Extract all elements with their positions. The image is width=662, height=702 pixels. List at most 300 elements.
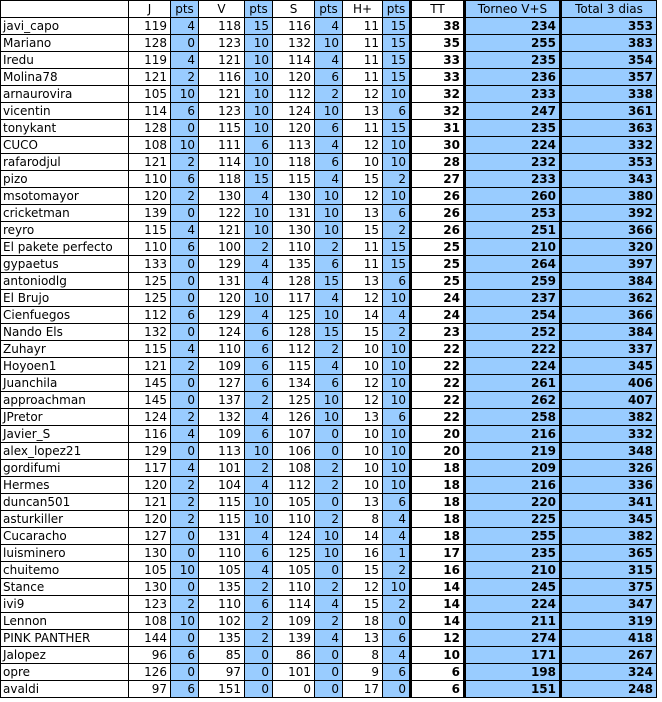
cell-j: 121 xyxy=(129,154,171,171)
cell-v: 151 xyxy=(199,681,245,698)
cell-h: 8 xyxy=(343,511,383,528)
table-row xyxy=(1,120,657,137)
table-row xyxy=(1,69,657,86)
cell-pts-h: 2 xyxy=(383,596,411,613)
cell-pts-v: 4 xyxy=(245,273,273,290)
cell-pts-v: 10 xyxy=(245,86,273,103)
cell-total: 336 xyxy=(561,477,657,494)
cell-pts-v: 10 xyxy=(245,35,273,52)
cell-h: 15 xyxy=(343,596,383,613)
cell-pts-h: 15 xyxy=(383,120,411,137)
header-name xyxy=(1,1,129,18)
cell-total: 353 xyxy=(561,18,657,35)
cell-pts-s: 10 xyxy=(315,307,343,324)
table-row xyxy=(1,545,657,562)
cell-pts-h: 10 xyxy=(383,460,411,477)
cell-pts-v: 10 xyxy=(245,222,273,239)
cell-torneo: 233 xyxy=(465,171,561,188)
cell-pts-s: 10 xyxy=(315,409,343,426)
cell-pts-s: 10 xyxy=(315,545,343,562)
cell-v: 104 xyxy=(199,477,245,494)
cell-pts-h: 1 xyxy=(383,545,411,562)
cell-torneo: 264 xyxy=(465,256,561,273)
cell-pts-h: 15 xyxy=(383,52,411,69)
cell-h: 9 xyxy=(343,664,383,681)
cell-pts-j: 2 xyxy=(171,154,199,171)
table-row xyxy=(1,205,657,222)
table-row xyxy=(1,154,657,171)
cell-pts-h: 15 xyxy=(383,18,411,35)
cell-pts-s: 0 xyxy=(315,681,343,698)
cell-pts-s: 10 xyxy=(315,103,343,120)
cell-s: 106 xyxy=(273,443,315,460)
cell-tt: 22 xyxy=(411,375,465,392)
cell-v: 131 xyxy=(199,528,245,545)
cell-torneo: 262 xyxy=(465,392,561,409)
cell-pts-s: 2 xyxy=(315,341,343,358)
cell-h: 16 xyxy=(343,545,383,562)
cell-name: ivi9 xyxy=(1,596,129,613)
cell-torneo: 216 xyxy=(465,477,561,494)
table-row xyxy=(1,222,657,239)
cell-tt: 26 xyxy=(411,222,465,239)
cell-torneo: 237 xyxy=(465,290,561,307)
cell-total: 407 xyxy=(561,392,657,409)
table-row xyxy=(1,103,657,120)
cell-name: gypaetus xyxy=(1,256,129,273)
cell-j: 133 xyxy=(129,256,171,273)
cell-total: 392 xyxy=(561,205,657,222)
cell-v: 127 xyxy=(199,375,245,392)
header-j: J xyxy=(129,1,171,18)
cell-torneo: 258 xyxy=(465,409,561,426)
cell-s: 118 xyxy=(273,154,315,171)
cell-total: 345 xyxy=(561,511,657,528)
cell-pts-v: 10 xyxy=(245,443,273,460)
header-pts-s: pts xyxy=(315,1,343,18)
cell-pts-h: 10 xyxy=(383,188,411,205)
table-row xyxy=(1,494,657,511)
cell-torneo: 260 xyxy=(465,188,561,205)
cell-v: 121 xyxy=(199,222,245,239)
cell-j: 130 xyxy=(129,545,171,562)
cell-j: 144 xyxy=(129,630,171,647)
cell-tt: 16 xyxy=(411,562,465,579)
cell-s: 131 xyxy=(273,205,315,222)
cell-pts-h: 0 xyxy=(383,681,411,698)
cell-pts-v: 6 xyxy=(245,545,273,562)
cell-torneo: 274 xyxy=(465,630,561,647)
cell-pts-s: 10 xyxy=(315,35,343,52)
cell-h: 11 xyxy=(343,256,383,273)
cell-total: 315 xyxy=(561,562,657,579)
header-pts-v: pts xyxy=(245,1,273,18)
cell-v: 97 xyxy=(199,664,245,681)
cell-pts-h: 10 xyxy=(383,443,411,460)
cell-tt: 25 xyxy=(411,273,465,290)
cell-s: 135 xyxy=(273,256,315,273)
cell-j: 123 xyxy=(129,596,171,613)
cell-s: 125 xyxy=(273,392,315,409)
cell-v: 135 xyxy=(199,630,245,647)
cell-pts-h: 15 xyxy=(383,69,411,86)
cell-h: 10 xyxy=(343,460,383,477)
cell-s: 108 xyxy=(273,460,315,477)
cell-pts-j: 10 xyxy=(171,86,199,103)
cell-pts-j: 2 xyxy=(171,477,199,494)
cell-pts-s: 10 xyxy=(315,392,343,409)
cell-j: 120 xyxy=(129,511,171,528)
cell-pts-s: 15 xyxy=(315,273,343,290)
header-v: V xyxy=(199,1,245,18)
cell-v: 116 xyxy=(199,69,245,86)
cell-pts-s: 6 xyxy=(315,154,343,171)
cell-pts-h: 10 xyxy=(383,375,411,392)
cell-v: 85 xyxy=(199,647,245,664)
cell-pts-v: 15 xyxy=(245,171,273,188)
cell-tt: 27 xyxy=(411,171,465,188)
cell-total: 338 xyxy=(561,86,657,103)
cell-j: 125 xyxy=(129,290,171,307)
cell-pts-s: 6 xyxy=(315,375,343,392)
cell-name: chuitemo xyxy=(1,562,129,579)
cell-pts-v: 2 xyxy=(245,579,273,596)
cell-pts-s: 4 xyxy=(315,290,343,307)
cell-pts-s: 2 xyxy=(315,477,343,494)
cell-torneo: 252 xyxy=(465,324,561,341)
cell-pts-v: 0 xyxy=(245,681,273,698)
cell-j: 121 xyxy=(129,494,171,511)
cell-pts-h: 10 xyxy=(383,154,411,171)
cell-pts-v: 2 xyxy=(245,613,273,630)
cell-pts-v: 0 xyxy=(245,664,273,681)
cell-tt: 14 xyxy=(411,579,465,596)
cell-pts-h: 2 xyxy=(383,171,411,188)
cell-pts-v: 10 xyxy=(245,52,273,69)
cell-j: 139 xyxy=(129,205,171,222)
cell-s: 112 xyxy=(273,477,315,494)
cell-name: Mariano xyxy=(1,35,129,52)
cell-pts-h: 6 xyxy=(383,630,411,647)
cell-h: 10 xyxy=(343,358,383,375)
cell-h: 11 xyxy=(343,120,383,137)
cell-torneo: 232 xyxy=(465,154,561,171)
cell-total: 248 xyxy=(561,681,657,698)
cell-pts-h: 10 xyxy=(383,86,411,103)
cell-v: 122 xyxy=(199,205,245,222)
table-row xyxy=(1,443,657,460)
header-row xyxy=(1,1,657,18)
cell-h: 12 xyxy=(343,579,383,596)
cell-v: 121 xyxy=(199,86,245,103)
cell-pts-s: 10 xyxy=(315,188,343,205)
cell-v: 120 xyxy=(199,290,245,307)
cell-v: 115 xyxy=(199,120,245,137)
cell-h: 11 xyxy=(343,35,383,52)
cell-pts-v: 10 xyxy=(245,511,273,528)
table-row xyxy=(1,290,657,307)
cell-pts-v: 2 xyxy=(245,460,273,477)
cell-s: 110 xyxy=(273,239,315,256)
cell-pts-h: 10 xyxy=(383,477,411,494)
cell-v: 105 xyxy=(199,562,245,579)
cell-s: 120 xyxy=(273,69,315,86)
cell-total: 361 xyxy=(561,103,657,120)
cell-total: 332 xyxy=(561,426,657,443)
cell-j: 112 xyxy=(129,307,171,324)
table-row xyxy=(1,596,657,613)
cell-j: 117 xyxy=(129,460,171,477)
cell-name: arnaurovira xyxy=(1,86,129,103)
cell-pts-h: 2 xyxy=(383,562,411,579)
cell-tt: 20 xyxy=(411,426,465,443)
cell-pts-j: 0 xyxy=(171,375,199,392)
cell-torneo: 224 xyxy=(465,596,561,613)
cell-pts-v: 4 xyxy=(245,188,273,205)
cell-h: 15 xyxy=(343,222,383,239)
header-h: H+ xyxy=(343,1,383,18)
cell-pts-j: 6 xyxy=(171,103,199,120)
cell-h: 12 xyxy=(343,137,383,154)
cell-pts-v: 2 xyxy=(245,239,273,256)
cell-total: 397 xyxy=(561,256,657,273)
cell-torneo: 211 xyxy=(465,613,561,630)
cell-v: 100 xyxy=(199,239,245,256)
cell-pts-v: 4 xyxy=(245,477,273,494)
cell-tt: 26 xyxy=(411,205,465,222)
table-row xyxy=(1,426,657,443)
cell-torneo: 235 xyxy=(465,52,561,69)
cell-j: 115 xyxy=(129,222,171,239)
cell-name: msotomayor xyxy=(1,188,129,205)
cell-tt: 25 xyxy=(411,256,465,273)
cell-j: 145 xyxy=(129,392,171,409)
cell-pts-s: 0 xyxy=(315,664,343,681)
cell-total: 345 xyxy=(561,358,657,375)
cell-name: javi_capo xyxy=(1,18,129,35)
cell-h: 10 xyxy=(343,477,383,494)
cell-s: 124 xyxy=(273,103,315,120)
cell-tt: 12 xyxy=(411,630,465,647)
cell-total: 418 xyxy=(561,630,657,647)
cell-v: 109 xyxy=(199,358,245,375)
cell-pts-s: 4 xyxy=(315,171,343,188)
cell-j: 130 xyxy=(129,579,171,596)
cell-pts-j: 0 xyxy=(171,528,199,545)
cell-pts-v: 6 xyxy=(245,426,273,443)
cell-pts-s: 15 xyxy=(315,324,343,341)
cell-total: 366 xyxy=(561,307,657,324)
cell-torneo: 171 xyxy=(465,647,561,664)
cell-total: 347 xyxy=(561,596,657,613)
cell-pts-v: 6 xyxy=(245,137,273,154)
table-row xyxy=(1,681,657,698)
cell-j: 116 xyxy=(129,426,171,443)
cell-h: 13 xyxy=(343,630,383,647)
cell-torneo: 233 xyxy=(465,86,561,103)
cell-pts-j: 2 xyxy=(171,188,199,205)
cell-pts-j: 10 xyxy=(171,137,199,154)
cell-pts-v: 10 xyxy=(245,69,273,86)
cell-h: 13 xyxy=(343,273,383,290)
cell-j: 114 xyxy=(129,103,171,120)
cell-name: Molina78 xyxy=(1,69,129,86)
cell-total: 362 xyxy=(561,290,657,307)
table-row xyxy=(1,273,657,290)
cell-s: 128 xyxy=(273,324,315,341)
cell-v: 123 xyxy=(199,35,245,52)
cell-tt: 28 xyxy=(411,154,465,171)
cell-h: 10 xyxy=(343,443,383,460)
cell-pts-h: 6 xyxy=(383,205,411,222)
cell-j: 128 xyxy=(129,120,171,137)
table-row xyxy=(1,460,657,477)
cell-total: 337 xyxy=(561,341,657,358)
cell-pts-v: 10 xyxy=(245,494,273,511)
cell-pts-h: 10 xyxy=(383,137,411,154)
cell-j: 108 xyxy=(129,613,171,630)
cell-pts-s: 4 xyxy=(315,358,343,375)
cell-total: 341 xyxy=(561,494,657,511)
cell-total: 366 xyxy=(561,222,657,239)
cell-name: gordifumi xyxy=(1,460,129,477)
cell-tt: 26 xyxy=(411,188,465,205)
cell-pts-h: 15 xyxy=(383,256,411,273)
cell-j: 110 xyxy=(129,239,171,256)
cell-s: 115 xyxy=(273,358,315,375)
cell-total: 319 xyxy=(561,613,657,630)
cell-torneo: 220 xyxy=(465,494,561,511)
cell-j: 124 xyxy=(129,409,171,426)
table-row xyxy=(1,392,657,409)
cell-pts-s: 4 xyxy=(315,137,343,154)
table-row xyxy=(1,341,657,358)
cell-pts-s: 6 xyxy=(315,120,343,137)
cell-pts-v: 10 xyxy=(245,120,273,137)
cell-torneo: 224 xyxy=(465,358,561,375)
cell-s: 124 xyxy=(273,528,315,545)
cell-name: El pakete perfecto xyxy=(1,239,129,256)
cell-s: 134 xyxy=(273,375,315,392)
table-row xyxy=(1,613,657,630)
cell-name: PINK PANTHER xyxy=(1,630,129,647)
cell-j: 129 xyxy=(129,443,171,460)
cell-total: 384 xyxy=(561,324,657,341)
cell-torneo: 222 xyxy=(465,341,561,358)
cell-tt: 18 xyxy=(411,460,465,477)
cell-pts-h: 6 xyxy=(383,664,411,681)
cell-name: approachman xyxy=(1,392,129,409)
cell-pts-v: 4 xyxy=(245,307,273,324)
table-row xyxy=(1,562,657,579)
cell-name: Nando Els xyxy=(1,324,129,341)
cell-pts-h: 2 xyxy=(383,222,411,239)
cell-tt: 32 xyxy=(411,86,465,103)
cell-pts-v: 6 xyxy=(245,341,273,358)
table-row xyxy=(1,307,657,324)
cell-j: 121 xyxy=(129,69,171,86)
table-row xyxy=(1,324,657,341)
cell-j: 119 xyxy=(129,52,171,69)
cell-name: antoniodlg xyxy=(1,273,129,290)
cell-pts-v: 6 xyxy=(245,324,273,341)
cell-j: 119 xyxy=(129,18,171,35)
cell-h: 17 xyxy=(343,681,383,698)
cell-pts-v: 15 xyxy=(245,18,273,35)
cell-s: 125 xyxy=(273,307,315,324)
cell-name: Iredu xyxy=(1,52,129,69)
cell-h: 14 xyxy=(343,307,383,324)
cell-v: 110 xyxy=(199,545,245,562)
cell-pts-v: 6 xyxy=(245,358,273,375)
cell-pts-h: 15 xyxy=(383,239,411,256)
cell-pts-j: 6 xyxy=(171,239,199,256)
cell-h: 15 xyxy=(343,171,383,188)
cell-pts-j: 0 xyxy=(171,392,199,409)
cell-pts-v: 10 xyxy=(245,103,273,120)
cell-torneo: 151 xyxy=(465,681,561,698)
cell-pts-v: 4 xyxy=(245,562,273,579)
cell-v: 124 xyxy=(199,324,245,341)
cell-v: 135 xyxy=(199,579,245,596)
cell-pts-s: 4 xyxy=(315,18,343,35)
cell-name: tonykant xyxy=(1,120,129,137)
cell-name: cricketman xyxy=(1,205,129,222)
cell-pts-s: 6 xyxy=(315,256,343,273)
cell-tt: 38 xyxy=(411,18,465,35)
cell-j: 145 xyxy=(129,375,171,392)
cell-torneo: 225 xyxy=(465,511,561,528)
cell-name: pizo xyxy=(1,171,129,188)
cell-pts-s: 10 xyxy=(315,528,343,545)
cell-pts-h: 15 xyxy=(383,35,411,52)
table-row xyxy=(1,358,657,375)
table-row xyxy=(1,528,657,545)
cell-pts-j: 4 xyxy=(171,18,199,35)
cell-j: 132 xyxy=(129,324,171,341)
table-row xyxy=(1,630,657,647)
cell-s: 132 xyxy=(273,35,315,52)
cell-name: Zuhayr xyxy=(1,341,129,358)
cell-s: 0 xyxy=(273,681,315,698)
table-row xyxy=(1,511,657,528)
cell-torneo: 236 xyxy=(465,69,561,86)
cell-tt: 33 xyxy=(411,52,465,69)
cell-v: 131 xyxy=(199,273,245,290)
cell-pts-j: 6 xyxy=(171,307,199,324)
table-row xyxy=(1,477,657,494)
cell-pts-s: 4 xyxy=(315,596,343,613)
cell-tt: 22 xyxy=(411,358,465,375)
cell-pts-j: 4 xyxy=(171,426,199,443)
cell-v: 118 xyxy=(199,18,245,35)
header-total: Total 3 dias xyxy=(561,1,657,18)
cell-tt: 33 xyxy=(411,69,465,86)
cell-tt: 6 xyxy=(411,664,465,681)
cell-j: 125 xyxy=(129,273,171,290)
cell-pts-j: 2 xyxy=(171,596,199,613)
cell-total: 343 xyxy=(561,171,657,188)
cell-s: 114 xyxy=(273,52,315,69)
cell-total: 348 xyxy=(561,443,657,460)
cell-torneo: 259 xyxy=(465,273,561,290)
cell-name: duncan501 xyxy=(1,494,129,511)
cell-name: avaldi xyxy=(1,681,129,698)
cell-pts-h: 10 xyxy=(383,392,411,409)
cell-torneo: 251 xyxy=(465,222,561,239)
cell-tt: 32 xyxy=(411,103,465,120)
cell-v: 121 xyxy=(199,52,245,69)
